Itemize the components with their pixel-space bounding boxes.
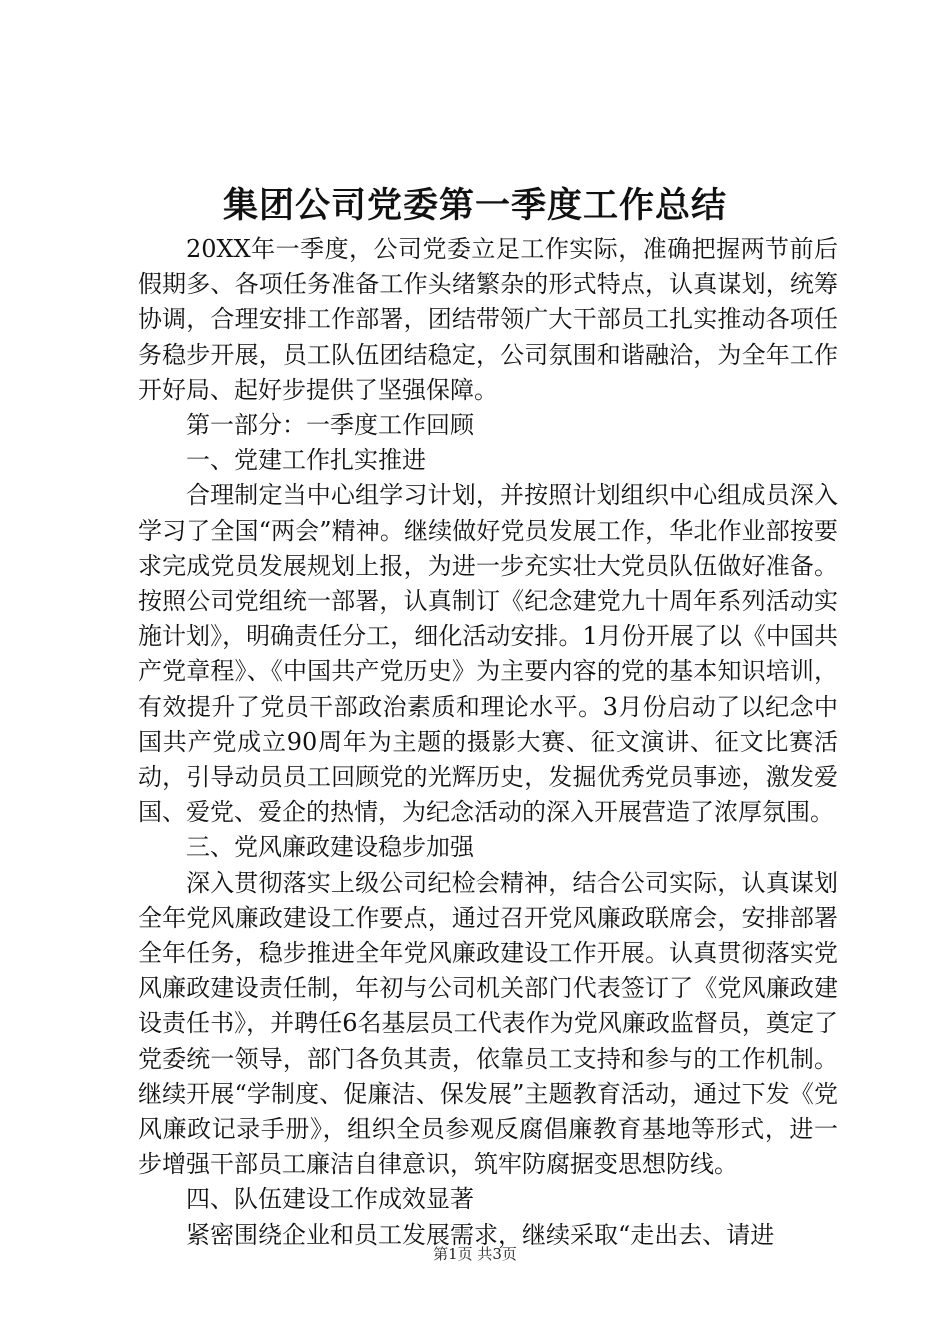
- intro-paragraph: 20XX年一季度，公司党委立足工作实际，准确把握两节前后假期多、各项任务准备工作头绪繁杂的形式特点，认真谋划，统筹协调，合理安排工作部署，团结带领广大干部员工扎实推动各项任务稳步开展，员工队伍团结稳定，公司氛围和谐融洽，为全年工作开好局、起好步提供了坚强保障。: [138, 235, 838, 404]
- part-heading: 第一部分：一季度工作回顾: [186, 411, 474, 440]
- section3-heading: 三、党风廉政建设稳步加强: [186, 833, 474, 862]
- section3-paragraph: 深入贯彻落实上级公司纪检会精神，结合公司实际，认真谋划全年党风廉政建设工作要点，通过召开党风廉政联席会，安排部署全年任务，稳步推进全年党风廉政建设工作开展。认真贯彻落实党风廉政建设责任制，年初与公司机关部门代表签订了《党风廉政建设责任书》，并聘任6名基层员工代表作为党风廉政监督员，奠定了党委统一领导，部门各负其责，依靠员工支持和参与的工作机制。继续开展“学制度、促廉洁、保发展”主题教育活动，通过下发《党风廉政记录手册》，组织全员参观反腐倡廉教育基地等形式，进一步增强干部员工廉洁自律意识，筑牢防腐据变思想防线。: [138, 868, 838, 1179]
- section1-heading: 一、党建工作扎实推进: [186, 446, 426, 475]
- section4-heading: 四、队伍建设工作成效显著: [186, 1185, 474, 1214]
- page-footer: 第1页 共3页: [433, 1245, 517, 1263]
- document-title: 集团公司党委第一季度工作总结: [222, 185, 727, 226]
- document-body: [138, 232, 838, 1253]
- section4-paragraph: 紧密围绕企业和员工发展需求，继续采取“走出去、请进: [186, 1220, 775, 1249]
- section1-paragraph: 合理制定当中心组学习计划，并按照计划组织中心组成员深入学习了全国“两会”精神。继续做好党员发展工作，华北作业部按要求完成党员发展规划上报，为进一步充实壮大党员队伍做好准备。按照公司党组统一部署，认真制订《纪念建党九十周年系列活动实施计划》，明确责任分工，细化活动安排。1月份开展了以《中国共产党章程》、《中国共产党历史》为主要内容的党的基本知识培训，有效提升了党员干部政治素质和理论水平。3月份启动了以纪念中国共产党成立90周年为主题的摄影大赛、征文演讲、征文比赛活动，引导动员员工回顾党的光辉历史，发掘优秀党员事迹，激发爱国、爱党、爱企的热情，为纪念活动的深入开展营造了浓厚氛围。: [138, 481, 838, 827]
